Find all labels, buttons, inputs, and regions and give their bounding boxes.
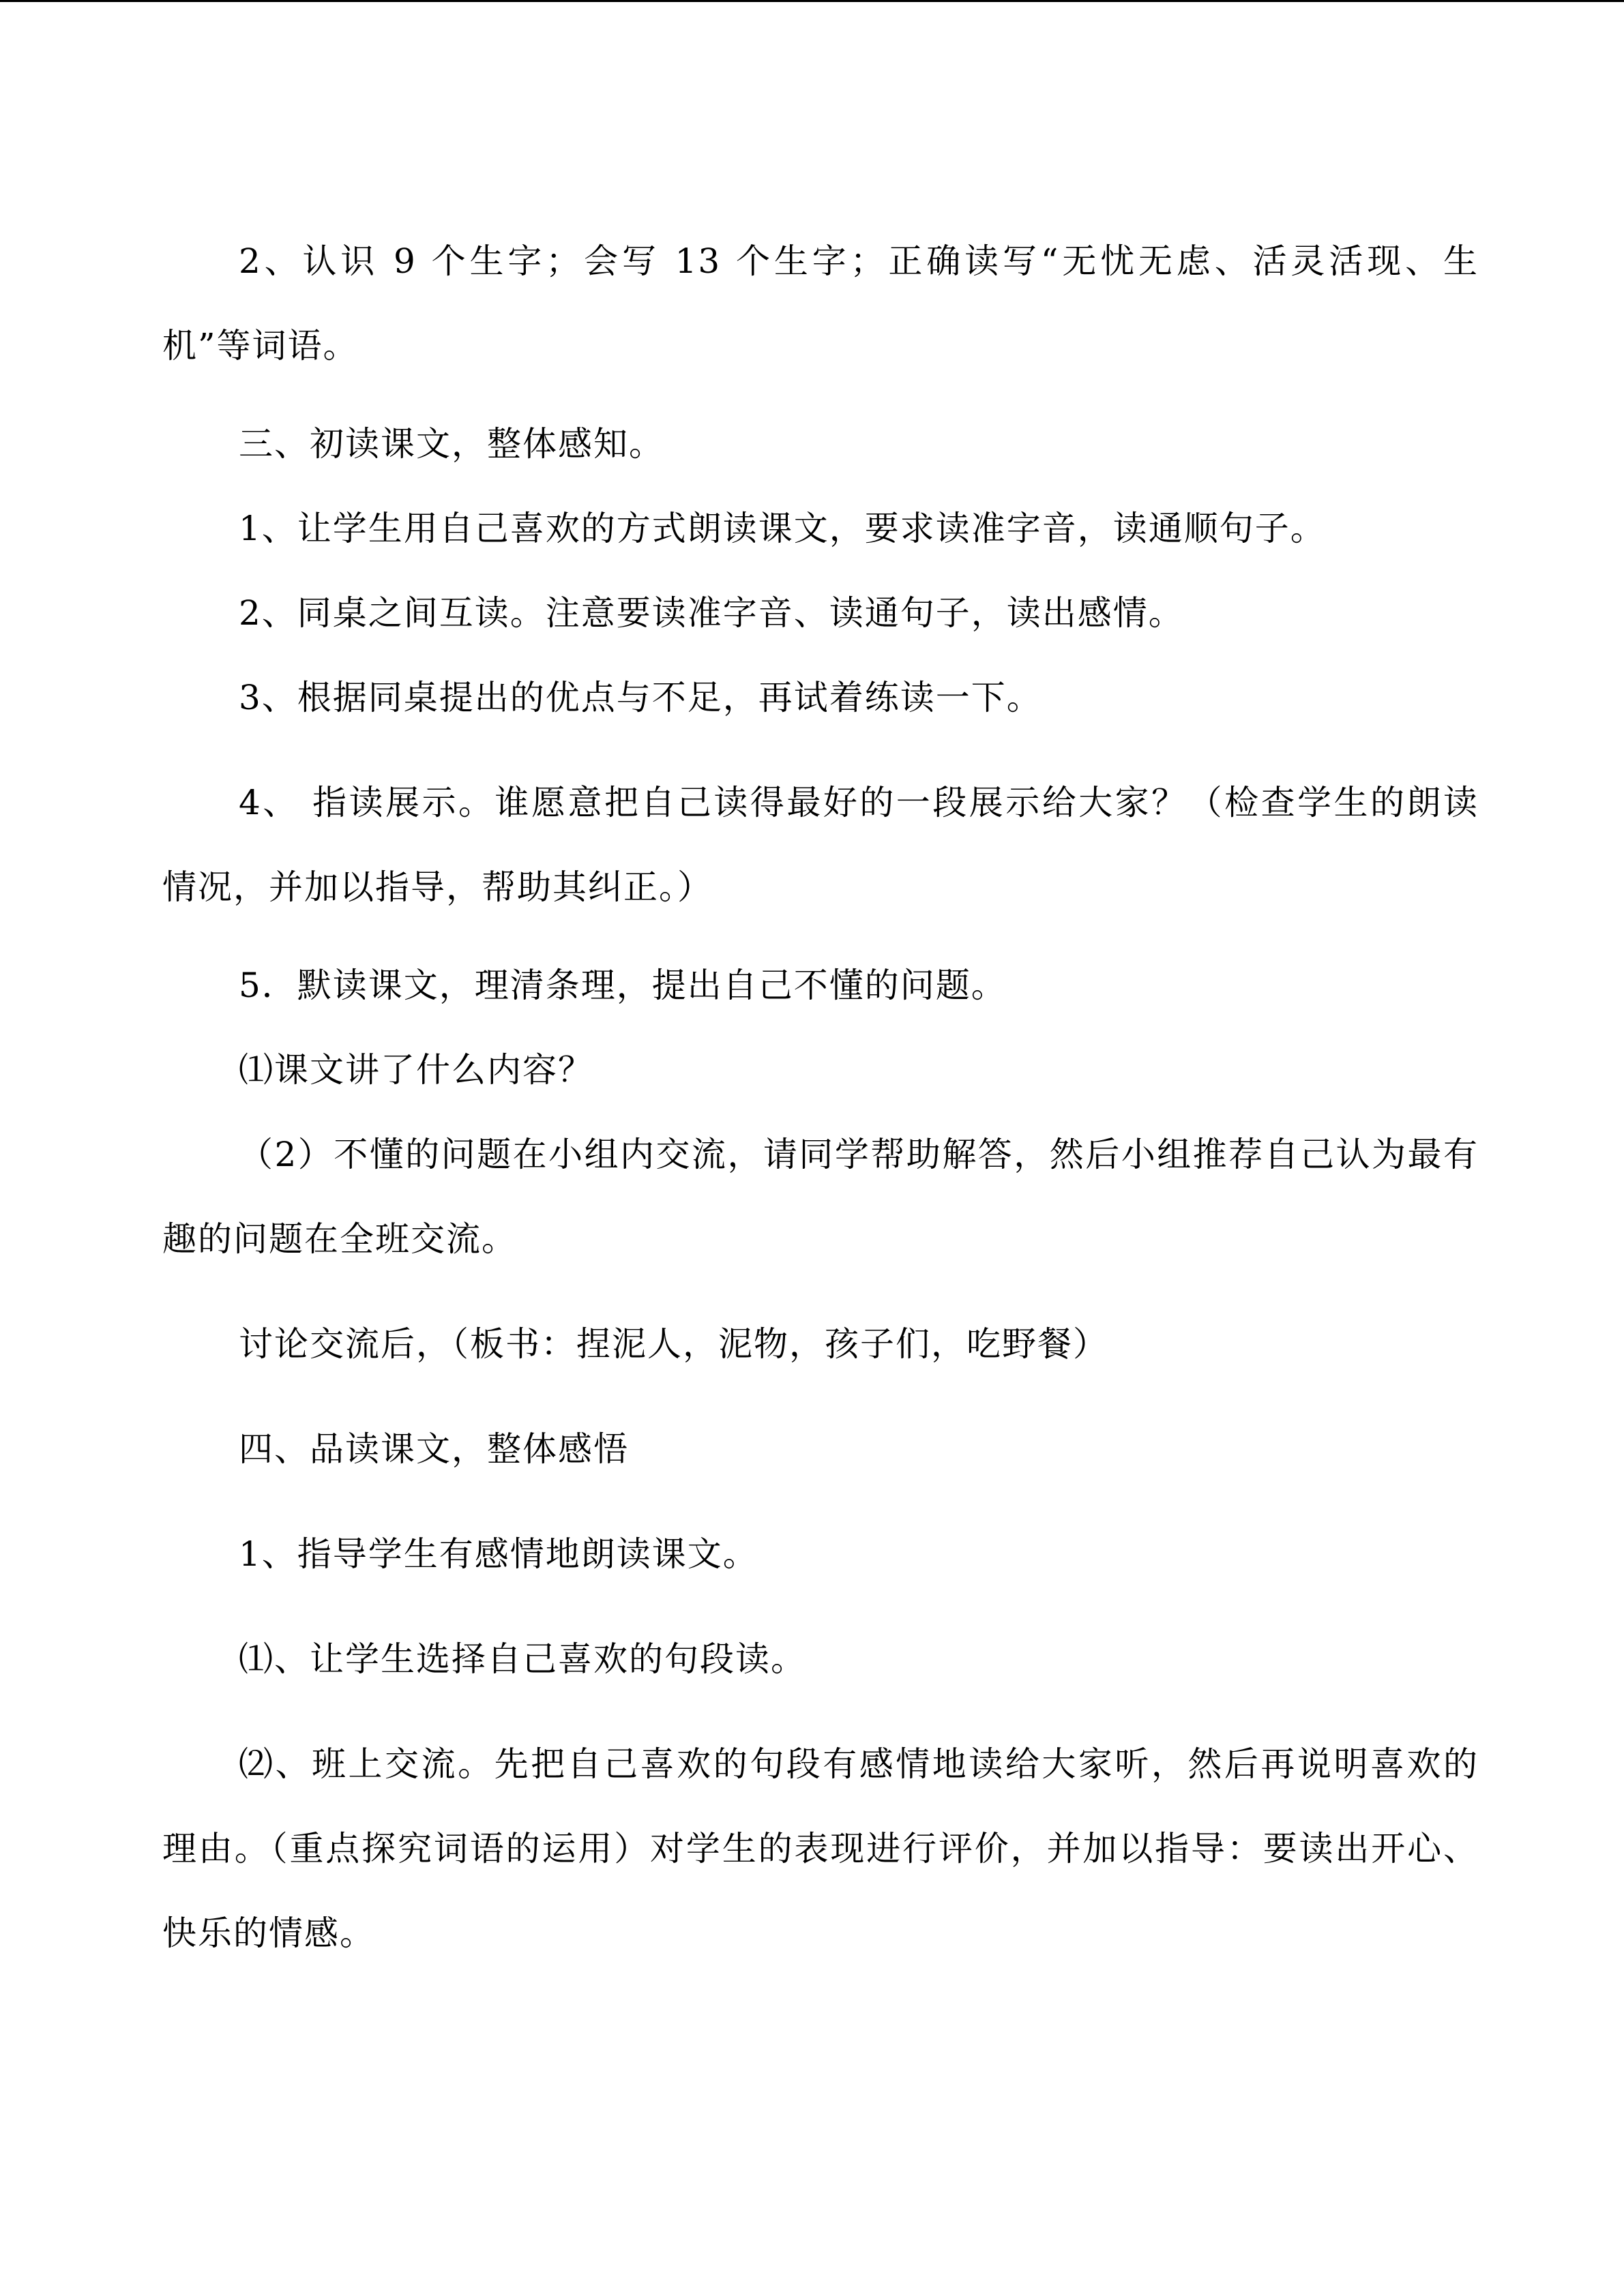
paragraph-step-3: 3、根据同桌提出的优点与不足，再试着练读一下。 xyxy=(239,678,1042,717)
paragraph-step-2: 2、同桌之间互读。注意要读准字音、读通句子，读出感情。 xyxy=(239,593,1184,633)
paragraph-guide-sub-1: ⑴、让学生选择自己喜欢的句段读。 xyxy=(239,1639,806,1679)
section-heading-3: 三、初读课文，整体感知。 xyxy=(239,424,664,464)
paragraph-step-4: 4、 指读展示。谁愿意把自己读得最好的一段展示给大家？（检查学生的朗读情况，并加以指导，帮助其纠正。） xyxy=(162,783,1479,907)
paragraph-step-5: 5．默读课文，理清条理，提出自己不懂的问题。 xyxy=(239,966,1007,1005)
paragraph-question-1: ⑴课文讲了什么内容？ xyxy=(239,1050,593,1090)
paragraph-question-2: （2）不懂的问题在小组内交流，请同学帮助解答，然后小组推荐自己认为最有趣的问题在全班交流。 xyxy=(162,1135,1479,1259)
paragraph-guide-sub-2: ⑵、班上交流。先把自己喜欢的句段有感情地读给大家听，然后再说明喜欢的理由。（重点探究词语的运用）对学生的表现进行评价，并加以指导：要读出开心、快乐的情感。 xyxy=(162,1744,1479,1953)
paragraph-guide-1: 1、指导学生有感情地朗读课文。 xyxy=(239,1534,758,1574)
paragraph-objective-2: 2、认识 9 个生字；会写 13 个生字；正确读写“无忧无虑、活灵活现、生机”等词语。 xyxy=(162,241,1479,366)
paragraph-discussion: 讨论交流后，（板书：捏泥人，泥物，孩子们，吃野餐） xyxy=(239,1324,1108,1364)
section-heading-4: 四、品读课文，整体感悟 xyxy=(239,1429,629,1469)
paragraph-step-1: 1、让学生用自己喜欢的方式朗读课文，要求读准字音，读通顺句子。 xyxy=(239,509,1326,548)
document-body xyxy=(162,219,1479,1976)
